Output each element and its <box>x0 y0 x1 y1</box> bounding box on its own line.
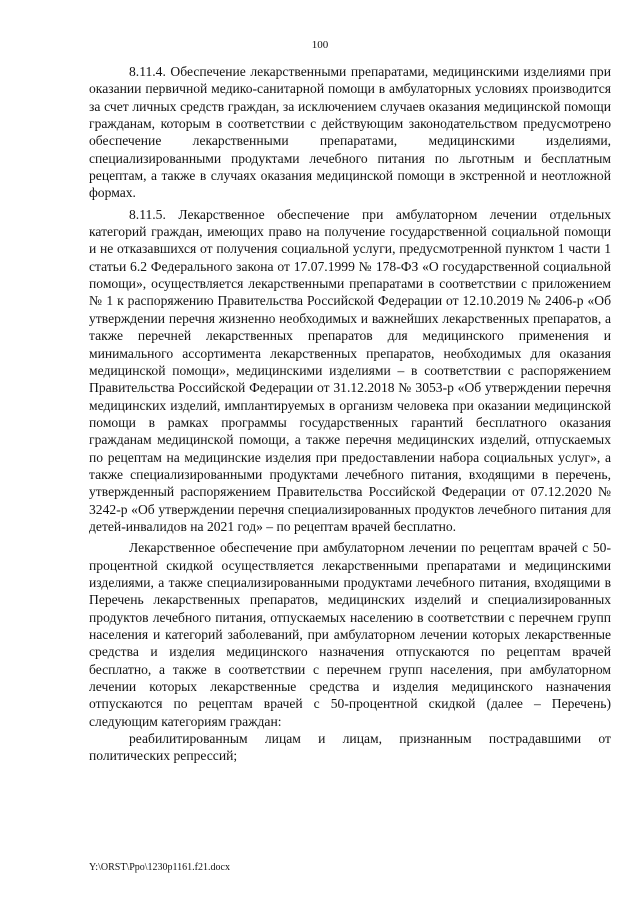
paragraph-discount-provision: Лекарственное обеспечение при амбулаторном лечении по рецептам врачей с 50-процентной скидкой осуществляется лекарственными препаратами и медицинскими изделиями, а также специализированными продуктами лечебного питания, входящими в Перечень лекарственных препаратов, медицинских изделий и специализированных продуктов лечебного питания, отпускаемых населению в соответствии с перечнем групп населения и категорий заболеваний, при амбулаторном лечении которых лекарственные средства и изделия медицинского назначения отпускаются по рецептам врачей бесплатно, а также в соответствии с перечнем групп населения, при амбулаторном лечении которых лекарственные средства и изделия медицинского назначения отпускаются по рецептам врачей с 50-процентной скидкой (далее – Перечень) следующим категориям граждан: <box>89 540 611 729</box>
paragraph-8-11-5: 8.11.5. Лекарственное обеспечение при амбулаторном лечении отдельных категорий граждан, имеющих право на получение государственной социальной помощи и не отказавшихся от получения социальной услуги, предусмотренной пунктом 1 части 1 статьи 6.2 Федерального закона от 17.07.1999 № 178-ФЗ «О государственной социальной помощи», осуществляется лекарственными препаратами в соответствии с приложением № 1 к распоряжению Правительства Российской Федерации от 12.10.2019 № 2406-р «Об утверждении перечня жизненно необходимых и важнейших лекарственных препаратов, а также перечней лекарственных препаратов для медицинского применения и минимального ассортимента лекарственных препаратов, необходимых для оказания медицинской помощи», медицинскими изделиями – в соответствии с распоряжением Правительства Российской Федерации от 31.12.2018 № 3053-р «Об утверждении перечня медицинских изделий, имплантируемых в организм человека при оказании медицинской помощи в рамках программы государственных гарантий бесплатного оказания гражданам медицинской помощи, а также перечня медицинских изделий, отпускаемых по рецептам на медицинские изделия при предоставлении набора социальных услуг», а также специализированными продуктами лечебного питания, входящими в перечень, утвержденный распоряжением Правительства Российской Федерации от 07.12.2020 № 3242-р «Об утверждении перечня специализированных продуктов лечебного питания для детей-инвалидов на 2021 год» – по рецептам врачей бесплатно. <box>89 206 611 534</box>
footer-file-path: Y:\ORST\Ppo\1230p1161.f21.docx <box>89 862 230 873</box>
page-number: 100 <box>311 39 329 51</box>
paragraph-rehabilitated-persons: реабилитированным лицам и лицам, признанным пострадавшими от политических репрессий; <box>89 731 611 764</box>
paragraph-8-11-4: 8.11.4. Обеспечение лекарственными препаратами, медицинскими изделиями при оказании первичной медико-санитарной помощи в амбулаторных условиях производится за счет личных средств граждан, за исключением случаев оказания медицинской помощи гражданам, которым в соответствии с действующим законодательством предусмотрено обеспечение лекарственными препаратами, медицинскими изделиями, специализированными продуктами лечебного питания по льготным и бесплатным рецептам, а также в случаях оказания медицинской помощи в экстренной и неотложной формах. <box>89 64 611 201</box>
document-body <box>89 63 611 765</box>
